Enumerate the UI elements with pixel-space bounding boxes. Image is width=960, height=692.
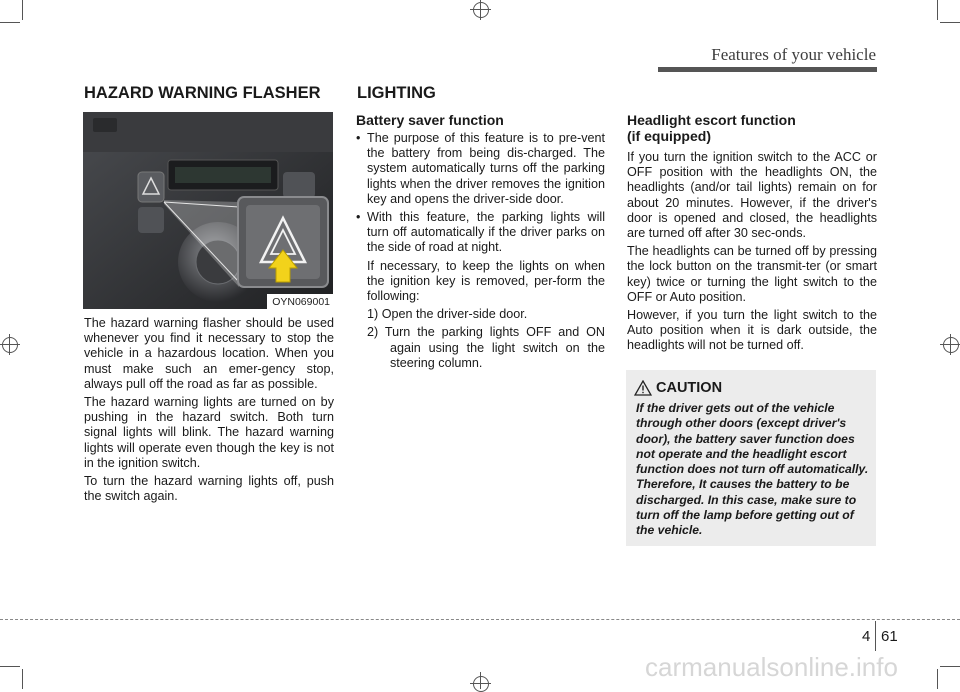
crop-mark (937, 669, 938, 689)
bullet-text: With this feature, the parking lights will turn off automatically if the driver parks on the side of road at night. (367, 210, 605, 255)
hazard-title: HAZARD WARNING FLASHER (84, 84, 321, 102)
hazard-paragraph: The hazard warning lights are turned on by pushing in the hazard switch. Both turn signal lights will blink. The hazard warning lights will operate even though the key is not in the ignition switch. (84, 395, 334, 470)
escort-paragraph: The headlights can be turned off by pressing the lock button on the transmit-ter (or smart key) twice or turning the light switch to the OFF or Auto position. (627, 244, 877, 304)
battery-saver-body (355, 131, 605, 374)
caution-text: If the driver gets out of the vehicle through other doors (except driver's door), the battery saver function does not operate and the headlight escort function does not turn off automatically. Therefore, It causes the battery to be discharged. In this case, make sure to turn off the lamp before getting out of the vehicle. (636, 401, 869, 538)
battery-saver-note: If necessary, to keep the lights on when the ignition key is removed, per-form the following: (367, 258, 605, 304)
list-item: • With this feature, the parking lights will turn off automatically if the driver parks on the side of road at night. (356, 210, 605, 255)
battery-saver-title: Battery saver function (356, 112, 504, 128)
registration-mark (943, 337, 959, 353)
bullet-text: The purpose of this feature is to pre-vent the battery from being dis-charged. The system automatically turns off the parking lights when the driver removes the ignition key and opens the driver-side door. (367, 131, 605, 206)
page-number: 61 (881, 628, 898, 645)
hazard-paragraph: To turn the hazard warning lights off, push the switch again. (84, 474, 334, 504)
header-bar (658, 67, 877, 72)
caution-box (626, 370, 876, 546)
crop-mark (0, 666, 20, 667)
bottom-rule (0, 619, 960, 620)
registration-mark (473, 676, 489, 692)
caution-title: CAUTION (656, 380, 723, 396)
escort-title-line: (if equipped) (627, 128, 711, 144)
section-header: Features of your vehicle (711, 45, 876, 64)
crop-mark (940, 22, 960, 23)
escort-paragraph: If you turn the ignition switch to the ACC or OFF position with the headlights ON, the headlights (and/or tail lights) remain on for about 20 minutes. However, if the driver's door is opened and closed, the headlights are turned off after 30 sec-onds. (627, 150, 877, 241)
escort-body (627, 150, 877, 357)
crop-mark (0, 22, 20, 23)
escort-title (627, 112, 796, 144)
crop-mark (940, 666, 960, 667)
hazard-body (84, 316, 334, 507)
crop-mark (22, 0, 23, 20)
step-item: 2) Turn the parking lights OFF and ON again using the light switch on the steering column. (367, 325, 605, 370)
escort-paragraph: However, if you turn the light switch to the Auto position when it is dark outside, the headlights will not be turned off. (627, 308, 877, 353)
chapter-number: 4 (862, 628, 871, 645)
warning-triangle-icon (634, 380, 652, 396)
lighting-title: LIGHTING (357, 84, 436, 102)
escort-title-line: Headlight escort function (627, 112, 796, 128)
hazard-switch-figure (83, 112, 333, 309)
list-item: • The purpose of this feature is to pre-vent the battery from being dis-charged. The system automatically turns off the parking lights when the driver removes the ignition key and opens the driver-side door. (356, 131, 605, 206)
registration-mark (2, 337, 18, 353)
bullet-list (355, 131, 605, 256)
figure-code: OYN069001 (267, 294, 333, 309)
dashboard-photo (83, 112, 333, 309)
watermark: carmanualsonline.info (645, 652, 898, 682)
crop-mark (22, 669, 23, 689)
page-divider (875, 621, 876, 651)
crop-mark (937, 0, 938, 20)
step-item: 1) Open the driver-side door. (367, 307, 528, 322)
hazard-paragraph: The hazard warning flasher should be used whenever you find it necessary to stop the vehicle in a hazardous location. When you must make such an emer-gency stop, always pull off the road as far as possible. (84, 316, 334, 391)
registration-mark (473, 2, 489, 18)
